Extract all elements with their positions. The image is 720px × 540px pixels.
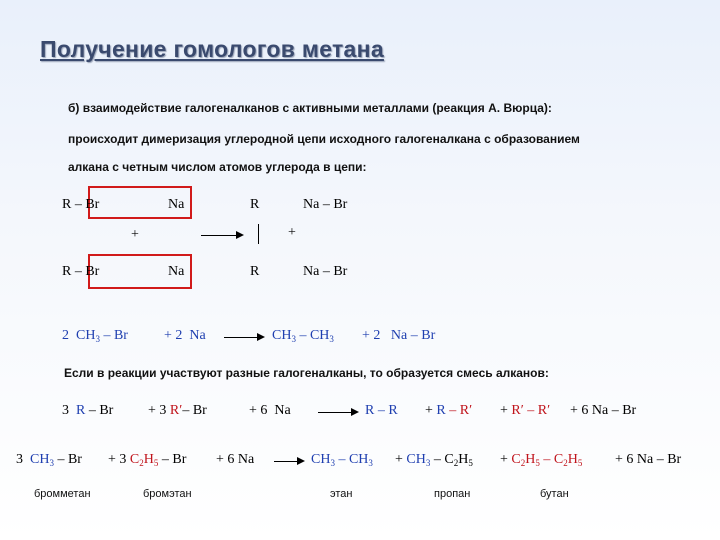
scheme-sodium-1: Na <box>168 197 185 212</box>
caption-ethane: этан <box>330 488 353 500</box>
eq1-reactant: $CH_3$ – Br <box>76 328 128 344</box>
scheme-sodium-2: Na <box>168 264 185 279</box>
eq1-product-ethane: $CH_3 - CH_3$ <box>272 328 334 344</box>
intro-line-1: б) взаимодействие галогеналканов с активными металлами (реакция А. Вюрца): <box>68 101 552 115</box>
scheme-product-r-2: R <box>250 264 260 279</box>
scheme-nabr-2: Na – Br <box>303 264 348 279</box>
scheme-plus-left: + <box>131 227 139 242</box>
page-title: Получение гомологов метана <box>40 36 384 62</box>
equation-methyl-bromide <box>62 328 128 344</box>
caption-butane: бутан <box>540 488 569 500</box>
eq2-product-rrprime: + R – R′ <box>425 403 473 418</box>
eq3-product-propane: + $CH_3 - C_2H_5$ <box>395 452 473 468</box>
scheme-bond-line <box>258 224 259 244</box>
equation-general-mixture: 3 R – Br <box>62 403 114 418</box>
caption-propane: пропан <box>434 488 471 500</box>
intro-line-3: алкана с четным числом атомов углерода в цепи: <box>68 160 367 174</box>
mixture-note: Если в реакции участвуют разные галогеналканы, то образуется смесь алканов: <box>64 366 549 380</box>
eq1-product-nabr: + 2 Na – Br <box>362 328 436 343</box>
eq3-arrow-line <box>274 461 298 462</box>
caption-bromoethane: бромэтан <box>143 488 192 500</box>
eq3-reactant-ethyl: + 3 $C_2H_5$ – Br <box>108 452 187 468</box>
eq2-product-nabr: + 6 Na – Br <box>570 403 637 418</box>
scheme-arrow-head <box>236 231 244 239</box>
intro-line-2: происходит димеризация углеродной цепи исходного галогеналкана с образованием <box>68 132 580 146</box>
eq1-arrow-line <box>224 337 258 338</box>
scheme-reactant-2: R – Br <box>62 264 100 279</box>
scheme-product-r-1: R <box>250 197 260 212</box>
eq2-arrow-line <box>318 412 352 413</box>
highlight-box-top <box>88 186 192 219</box>
highlight-box-bottom <box>88 254 192 289</box>
eq2-product-rr: R – R <box>365 403 398 418</box>
scheme-nabr-1: Na – Br <box>303 197 348 212</box>
eq3-arrow-head <box>297 457 305 465</box>
equation-concrete-mixture: 3 $CH_3$ – Br <box>16 452 82 468</box>
scheme-plus-right: + <box>288 225 296 240</box>
eq2-sodium: + 6 Na <box>249 403 291 418</box>
eq1-coef: 2 <box>62 328 69 343</box>
eq1-sodium: + 2 Na <box>164 328 206 343</box>
scheme-reactant-1: R – Br <box>62 197 100 212</box>
eq2-reactant-rprime: + 3 R′– Br <box>148 403 207 418</box>
eq1-arrow-head <box>257 333 265 341</box>
caption-bromomethane: бромметан <box>34 488 91 500</box>
eq3-product-butane: + $C_2H_5 - C_2H_5$ <box>500 452 583 468</box>
eq2-product-rprime-rprime: + R′ – R′ <box>500 403 551 418</box>
eq3-product-ethane: $CH_3 - CH_3$ <box>311 452 373 468</box>
eq3-product-nabr: + 6 Na – Br <box>615 452 682 467</box>
eq2-arrow-head <box>351 408 359 416</box>
scheme-arrow-line <box>201 235 237 236</box>
eq3-sodium: + 6 Na <box>216 452 255 467</box>
